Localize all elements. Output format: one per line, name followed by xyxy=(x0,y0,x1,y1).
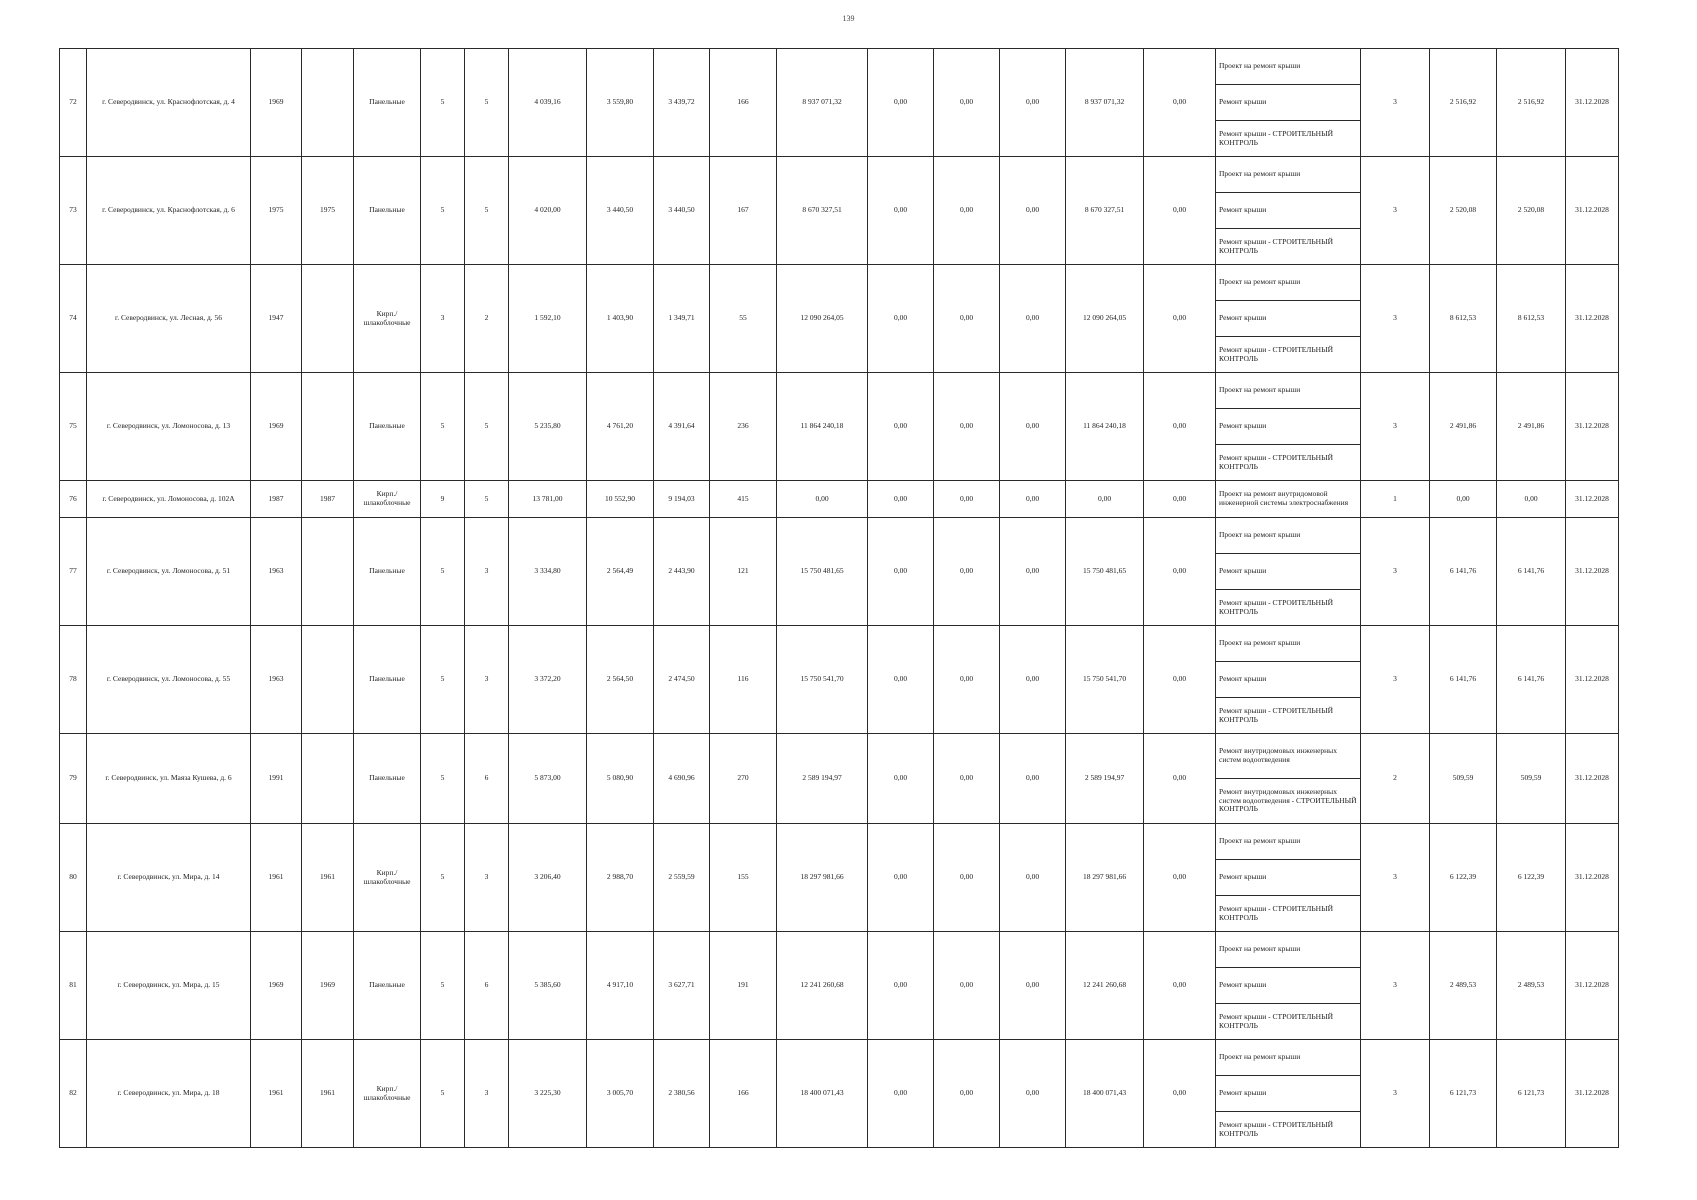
area-premises: 4 761,20 xyxy=(587,373,654,481)
unit-cost: 509,59 xyxy=(1430,734,1497,824)
area-residential: 3 439,72 xyxy=(654,49,710,157)
year-commission: 1961 xyxy=(302,824,354,932)
year-built: 1991 xyxy=(251,734,302,824)
work-type: Ремонт крыши xyxy=(1216,860,1361,896)
entrances: 3 xyxy=(465,518,509,626)
funds-1: 0,00 xyxy=(868,481,934,518)
cost-total: 12 241 260,68 xyxy=(777,932,868,1040)
year-built: 1947 xyxy=(251,265,302,373)
address: г. Северодвинск, ул. Ломоносова, д. 102А xyxy=(87,481,251,518)
residents: 116 xyxy=(710,626,777,734)
residents: 166 xyxy=(710,49,777,157)
wall-material: Кирп./ шлакоблочные xyxy=(354,824,421,932)
area-premises: 3 005,70 xyxy=(587,1040,654,1148)
area-total: 4 020,00 xyxy=(509,157,587,265)
floors: 3 xyxy=(421,265,465,373)
work-type: Проект на ремонт крыши xyxy=(1216,824,1361,860)
floors: 9 xyxy=(421,481,465,518)
area-residential: 2 559,59 xyxy=(654,824,710,932)
residents: 270 xyxy=(710,734,777,824)
cost-total: 11 864 240,18 xyxy=(777,373,868,481)
address: г. Северодвинск, ул. Мира, д. 18 xyxy=(87,1040,251,1148)
funds-1: 0,00 xyxy=(868,373,934,481)
table-row xyxy=(60,481,1619,518)
area-residential: 4 391,64 xyxy=(654,373,710,481)
address: г. Северодвинск, ул. Лесная, д. 56 xyxy=(87,265,251,373)
funds-1: 0,00 xyxy=(868,626,934,734)
year-built: 1963 xyxy=(251,518,302,626)
work-type: Ремонт крыши - СТРОИТЕЛЬНЫЙ КОНТРОЛЬ xyxy=(1216,229,1361,265)
area-residential: 2 380,56 xyxy=(654,1040,710,1148)
funds-2: 0,00 xyxy=(934,518,1000,626)
wall-material: Панельные xyxy=(354,49,421,157)
unit-cost: 8 612,53 xyxy=(1430,265,1497,373)
max-unit-cost: 509,59 xyxy=(1497,734,1566,824)
area-residential: 9 194,03 xyxy=(654,481,710,518)
year-commission: 1987 xyxy=(302,481,354,518)
row-number: 73 xyxy=(60,157,87,265)
residents: 55 xyxy=(710,265,777,373)
funds-1: 0,00 xyxy=(868,518,934,626)
year-built: 1975 xyxy=(251,157,302,265)
deadline: 31.12.2028 xyxy=(1566,157,1619,265)
work-type: Проект на ремонт крыши xyxy=(1216,157,1361,193)
table-row xyxy=(60,626,1619,662)
entrances: 3 xyxy=(465,1040,509,1148)
area-total: 3 372,20 xyxy=(509,626,587,734)
funds-owners: 18 297 981,66 xyxy=(1066,824,1144,932)
row-number: 74 xyxy=(60,265,87,373)
address: г. Северодвинск, ул. Мира, д. 14 xyxy=(87,824,251,932)
unit-cost: 6 121,73 xyxy=(1430,1040,1497,1148)
funds-other: 0,00 xyxy=(1144,626,1216,734)
work-type: Ремонт внутридомовых инженерных систем водоотведения - СТРОИТЕЛЬНЫЙ КОНТРОЛЬ xyxy=(1216,779,1361,824)
floors: 5 xyxy=(421,49,465,157)
funds-other: 0,00 xyxy=(1144,265,1216,373)
floors: 5 xyxy=(421,518,465,626)
cost-total: 8 937 071,32 xyxy=(777,49,868,157)
table-row xyxy=(60,265,1619,301)
funds-2: 0,00 xyxy=(934,49,1000,157)
funds-owners: 12 241 260,68 xyxy=(1066,932,1144,1040)
funds-2: 0,00 xyxy=(934,734,1000,824)
work-type: Проект на ремонт крыши xyxy=(1216,265,1361,301)
area-premises: 2 564,49 xyxy=(587,518,654,626)
work-type: Проект на ремонт внутридомовой инженерной системы электроснабжения xyxy=(1216,481,1361,518)
cost-total: 12 090 264,05 xyxy=(777,265,868,373)
deadline: 31.12.2028 xyxy=(1566,1040,1619,1148)
table-body xyxy=(60,49,1619,1148)
work-type: Ремонт крыши xyxy=(1216,409,1361,445)
units: 3 xyxy=(1361,1040,1430,1148)
year-commission xyxy=(302,734,354,824)
floors: 5 xyxy=(421,157,465,265)
area-total: 1 592,10 xyxy=(509,265,587,373)
residents: 155 xyxy=(710,824,777,932)
floors: 5 xyxy=(421,626,465,734)
funds-other: 0,00 xyxy=(1144,518,1216,626)
year-commission xyxy=(302,265,354,373)
funds-owners: 8 937 071,32 xyxy=(1066,49,1144,157)
units: 3 xyxy=(1361,824,1430,932)
funds-2: 0,00 xyxy=(934,626,1000,734)
area-premises: 2 988,70 xyxy=(587,824,654,932)
units: 3 xyxy=(1361,626,1430,734)
work-type: Ремонт крыши - СТРОИТЕЛЬНЫЙ КОНТРОЛЬ xyxy=(1216,121,1361,157)
units: 3 xyxy=(1361,265,1430,373)
funds-3: 0,00 xyxy=(1000,734,1066,824)
row-number: 78 xyxy=(60,626,87,734)
work-type: Ремонт крыши - СТРОИТЕЛЬНЫЙ КОНТРОЛЬ xyxy=(1216,337,1361,373)
table-row xyxy=(60,157,1619,193)
funds-other: 0,00 xyxy=(1144,49,1216,157)
work-type: Ремонт крыши xyxy=(1216,968,1361,1004)
max-unit-cost: 2 489,53 xyxy=(1497,932,1566,1040)
year-commission: 1961 xyxy=(302,1040,354,1148)
funds-2: 0,00 xyxy=(934,157,1000,265)
floors: 5 xyxy=(421,734,465,824)
max-unit-cost: 8 612,53 xyxy=(1497,265,1566,373)
residents: 166 xyxy=(710,1040,777,1148)
max-unit-cost: 6 121,73 xyxy=(1497,1040,1566,1148)
residents: 191 xyxy=(710,932,777,1040)
work-type: Ремонт крыши xyxy=(1216,193,1361,229)
funds-2: 0,00 xyxy=(934,481,1000,518)
max-unit-cost: 6 141,76 xyxy=(1497,626,1566,734)
year-built: 1969 xyxy=(251,49,302,157)
address: г. Северодвинск, ул. Мира, д. 15 xyxy=(87,932,251,1040)
work-type: Ремонт крыши - СТРОИТЕЛЬНЫЙ КОНТРОЛЬ xyxy=(1216,445,1361,481)
unit-cost: 2 491,86 xyxy=(1430,373,1497,481)
funds-3: 0,00 xyxy=(1000,518,1066,626)
funds-3: 0,00 xyxy=(1000,481,1066,518)
wall-material: Панельные xyxy=(354,932,421,1040)
registry-table xyxy=(59,48,1619,1148)
area-residential: 2 443,90 xyxy=(654,518,710,626)
residents: 415 xyxy=(710,481,777,518)
funds-owners: 0,00 xyxy=(1066,481,1144,518)
floors: 5 xyxy=(421,373,465,481)
deadline: 31.12.2028 xyxy=(1566,373,1619,481)
unit-cost: 2 520,08 xyxy=(1430,157,1497,265)
work-type: Ремонт крыши - СТРОИТЕЛЬНЫЙ КОНТРОЛЬ xyxy=(1216,1004,1361,1040)
unit-cost: 6 141,76 xyxy=(1430,518,1497,626)
row-number: 72 xyxy=(60,49,87,157)
funds-1: 0,00 xyxy=(868,49,934,157)
funds-other: 0,00 xyxy=(1144,481,1216,518)
floors: 5 xyxy=(421,932,465,1040)
row-number: 82 xyxy=(60,1040,87,1148)
funds-1: 0,00 xyxy=(868,1040,934,1148)
funds-owners: 11 864 240,18 xyxy=(1066,373,1144,481)
work-type: Ремонт крыши xyxy=(1216,1076,1361,1112)
work-type: Проект на ремонт крыши xyxy=(1216,373,1361,409)
residents: 236 xyxy=(710,373,777,481)
entrances: 6 xyxy=(465,932,509,1040)
area-residential: 3 440,50 xyxy=(654,157,710,265)
year-commission xyxy=(302,49,354,157)
work-type: Ремонт крыши xyxy=(1216,301,1361,337)
funds-2: 0,00 xyxy=(934,1040,1000,1148)
funds-1: 0,00 xyxy=(868,265,934,373)
max-unit-cost: 2 520,08 xyxy=(1497,157,1566,265)
area-premises: 3 440,50 xyxy=(587,157,654,265)
entrances: 5 xyxy=(465,157,509,265)
year-built: 1969 xyxy=(251,932,302,1040)
funds-owners: 15 750 541,70 xyxy=(1066,626,1144,734)
address: г. Северодвинск, ул. Ломоносова, д. 55 xyxy=(87,626,251,734)
cost-total: 8 670 327,51 xyxy=(777,157,868,265)
row-number: 79 xyxy=(60,734,87,824)
deadline: 31.12.2028 xyxy=(1566,734,1619,824)
funds-other: 0,00 xyxy=(1144,932,1216,1040)
cost-total: 18 297 981,66 xyxy=(777,824,868,932)
unit-cost: 0,00 xyxy=(1430,481,1497,518)
units: 3 xyxy=(1361,49,1430,157)
area-total: 3 206,40 xyxy=(509,824,587,932)
work-type: Проект на ремонт крыши xyxy=(1216,1040,1361,1076)
work-type: Проект на ремонт крыши xyxy=(1216,518,1361,554)
max-unit-cost: 0,00 xyxy=(1497,481,1566,518)
entrances: 5 xyxy=(465,481,509,518)
funds-owners: 12 090 264,05 xyxy=(1066,265,1144,373)
wall-material: Панельные xyxy=(354,518,421,626)
area-premises: 1 403,90 xyxy=(587,265,654,373)
address: г. Северодвинск, ул. Краснофлотская, д. 4 xyxy=(87,49,251,157)
work-type: Ремонт крыши - СТРОИТЕЛЬНЫЙ КОНТРОЛЬ xyxy=(1216,1112,1361,1148)
work-type: Ремонт внутридомовых инженерных систем водоотведения xyxy=(1216,734,1361,779)
table-row xyxy=(60,1040,1619,1076)
funds-3: 0,00 xyxy=(1000,626,1066,734)
units: 3 xyxy=(1361,932,1430,1040)
row-number: 76 xyxy=(60,481,87,518)
work-type: Проект на ремонт крыши xyxy=(1216,49,1361,85)
deadline: 31.12.2028 xyxy=(1566,932,1619,1040)
floors: 5 xyxy=(421,1040,465,1148)
funds-owners: 2 589 194,97 xyxy=(1066,734,1144,824)
entrances: 3 xyxy=(465,626,509,734)
funds-2: 0,00 xyxy=(934,373,1000,481)
cost-total: 15 750 541,70 xyxy=(777,626,868,734)
units: 2 xyxy=(1361,734,1430,824)
cost-total: 0,00 xyxy=(777,481,868,518)
funds-3: 0,00 xyxy=(1000,157,1066,265)
wall-material: Панельные xyxy=(354,734,421,824)
unit-cost: 6 141,76 xyxy=(1430,626,1497,734)
funds-other: 0,00 xyxy=(1144,734,1216,824)
funds-1: 0,00 xyxy=(868,157,934,265)
unit-cost: 6 122,39 xyxy=(1430,824,1497,932)
funds-2: 0,00 xyxy=(934,824,1000,932)
area-residential: 1 349,71 xyxy=(654,265,710,373)
entrances: 2 xyxy=(465,265,509,373)
page-number: 139 xyxy=(842,14,855,23)
work-type: Ремонт крыши - СТРОИТЕЛЬНЫЙ КОНТРОЛЬ xyxy=(1216,896,1361,932)
deadline: 31.12.2028 xyxy=(1566,49,1619,157)
entrances: 6 xyxy=(465,734,509,824)
entrances: 5 xyxy=(465,49,509,157)
area-total: 5 385,60 xyxy=(509,932,587,1040)
funds-owners: 15 750 481,65 xyxy=(1066,518,1144,626)
wall-material: Кирп./ шлакоблочные xyxy=(354,481,421,518)
unit-cost: 2 516,92 xyxy=(1430,49,1497,157)
address: г. Северодвинск, ул. Ломоносова, д. 51 xyxy=(87,518,251,626)
year-commission xyxy=(302,518,354,626)
table-row xyxy=(60,824,1619,860)
cost-total: 15 750 481,65 xyxy=(777,518,868,626)
year-built: 1987 xyxy=(251,481,302,518)
year-built: 1961 xyxy=(251,1040,302,1148)
funds-owners: 8 670 327,51 xyxy=(1066,157,1144,265)
area-premises: 2 564,50 xyxy=(587,626,654,734)
deadline: 31.12.2028 xyxy=(1566,481,1619,518)
deadline: 31.12.2028 xyxy=(1566,518,1619,626)
funds-other: 0,00 xyxy=(1144,157,1216,265)
deadline: 31.12.2028 xyxy=(1566,265,1619,373)
year-commission xyxy=(302,626,354,734)
area-premises: 10 552,90 xyxy=(587,481,654,518)
funds-1: 0,00 xyxy=(868,824,934,932)
area-premises: 3 559,80 xyxy=(587,49,654,157)
address: г. Северодвинск, ул. Ломоносова, д. 13 xyxy=(87,373,251,481)
area-premises: 4 917,10 xyxy=(587,932,654,1040)
entrances: 5 xyxy=(465,373,509,481)
table-row xyxy=(60,734,1619,779)
table-row xyxy=(60,518,1619,554)
row-number: 77 xyxy=(60,518,87,626)
work-type: Проект на ремонт крыши xyxy=(1216,932,1361,968)
funds-other: 0,00 xyxy=(1144,824,1216,932)
work-type: Ремонт крыши - СТРОИТЕЛЬНЫЙ КОНТРОЛЬ xyxy=(1216,698,1361,734)
wall-material: Панельные xyxy=(354,373,421,481)
area-total: 13 781,00 xyxy=(509,481,587,518)
deadline: 31.12.2028 xyxy=(1566,824,1619,932)
funds-2: 0,00 xyxy=(934,265,1000,373)
table-row xyxy=(60,932,1619,968)
funds-3: 0,00 xyxy=(1000,1040,1066,1148)
max-unit-cost: 2 516,92 xyxy=(1497,49,1566,157)
funds-2: 0,00 xyxy=(934,932,1000,1040)
year-commission: 1975 xyxy=(302,157,354,265)
wall-material: Панельные xyxy=(354,626,421,734)
units: 3 xyxy=(1361,157,1430,265)
year-built: 1961 xyxy=(251,824,302,932)
funds-3: 0,00 xyxy=(1000,932,1066,1040)
funds-3: 0,00 xyxy=(1000,373,1066,481)
area-residential: 4 690,96 xyxy=(654,734,710,824)
area-residential: 3 627,71 xyxy=(654,932,710,1040)
entrances: 3 xyxy=(465,824,509,932)
area-residential: 2 474,50 xyxy=(654,626,710,734)
year-commission xyxy=(302,373,354,481)
row-number: 80 xyxy=(60,824,87,932)
wall-material: Кирп./ шлакоблочные xyxy=(354,1040,421,1148)
max-unit-cost: 2 491,86 xyxy=(1497,373,1566,481)
area-total: 4 039,16 xyxy=(509,49,587,157)
table-row xyxy=(60,49,1619,85)
cost-total: 18 400 071,43 xyxy=(777,1040,868,1148)
funds-3: 0,00 xyxy=(1000,265,1066,373)
area-total: 5 235,80 xyxy=(509,373,587,481)
work-type: Ремонт крыши xyxy=(1216,85,1361,121)
row-number: 75 xyxy=(60,373,87,481)
work-type: Ремонт крыши - СТРОИТЕЛЬНЫЙ КОНТРОЛЬ xyxy=(1216,590,1361,626)
area-total: 3 225,30 xyxy=(509,1040,587,1148)
units: 3 xyxy=(1361,373,1430,481)
funds-other: 0,00 xyxy=(1144,1040,1216,1148)
floors: 5 xyxy=(421,824,465,932)
residents: 167 xyxy=(710,157,777,265)
funds-3: 0,00 xyxy=(1000,824,1066,932)
wall-material: Кирп./ шлакоблочные xyxy=(354,265,421,373)
address: г. Северодвинск, ул. Краснофлотская, д. 6 xyxy=(87,157,251,265)
max-unit-cost: 6 141,76 xyxy=(1497,518,1566,626)
year-built: 1963 xyxy=(251,626,302,734)
deadline: 31.12.2028 xyxy=(1566,626,1619,734)
funds-3: 0,00 xyxy=(1000,49,1066,157)
max-unit-cost: 6 122,39 xyxy=(1497,824,1566,932)
cost-total: 2 589 194,97 xyxy=(777,734,868,824)
units: 3 xyxy=(1361,518,1430,626)
work-type: Проект на ремонт крыши xyxy=(1216,626,1361,662)
units: 1 xyxy=(1361,481,1430,518)
funds-1: 0,00 xyxy=(868,932,934,1040)
funds-1: 0,00 xyxy=(868,734,934,824)
year-built: 1969 xyxy=(251,373,302,481)
year-commission: 1969 xyxy=(302,932,354,1040)
unit-cost: 2 489,53 xyxy=(1430,932,1497,1040)
funds-other: 0,00 xyxy=(1144,373,1216,481)
area-total: 5 873,00 xyxy=(509,734,587,824)
row-number: 81 xyxy=(60,932,87,1040)
table-row xyxy=(60,373,1619,409)
funds-owners: 18 400 071,43 xyxy=(1066,1040,1144,1148)
area-total: 3 334,80 xyxy=(509,518,587,626)
area-premises: 5 080,90 xyxy=(587,734,654,824)
wall-material: Панельные xyxy=(354,157,421,265)
address: г. Северодвинск, ул. Маяза Кушева, д. 6 xyxy=(87,734,251,824)
residents: 121 xyxy=(710,518,777,626)
work-type: Ремонт крыши xyxy=(1216,662,1361,698)
work-type: Ремонт крыши xyxy=(1216,554,1361,590)
